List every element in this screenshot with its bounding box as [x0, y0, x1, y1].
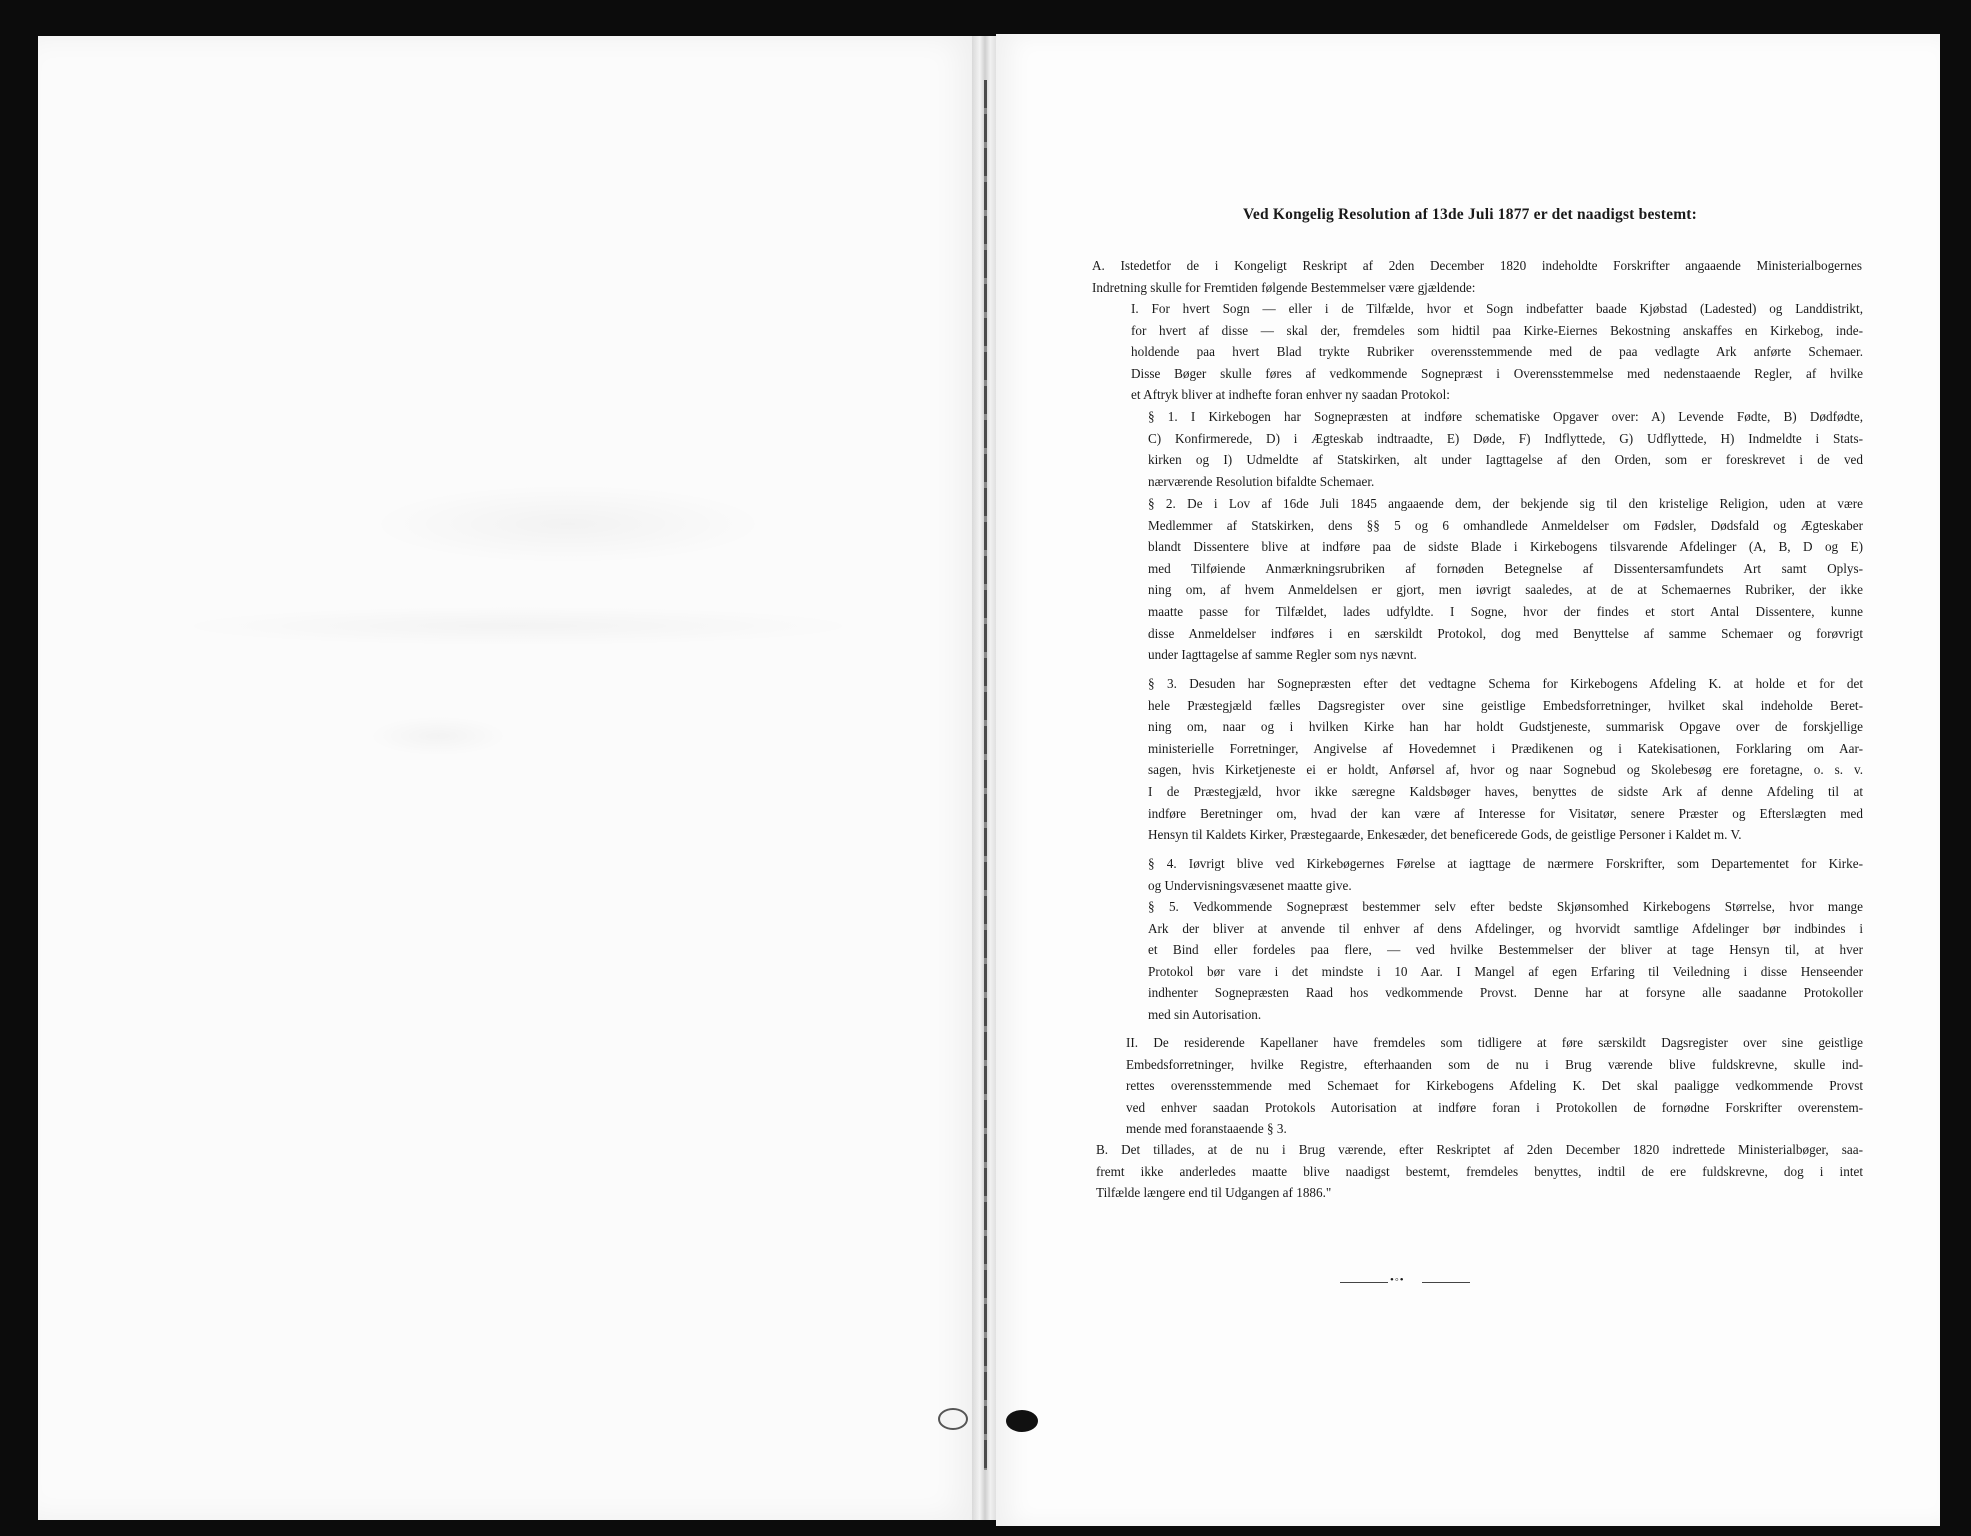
text-line: C) Konfirmerede, D) i Ægteskab indtraadte, E) Døde, F) Indflyttede, G) Udflyttede, H) Indmeldte i Stats-	[1148, 430, 1863, 446]
bleed-through-title	[368, 484, 768, 564]
left-page-blank	[38, 36, 978, 1520]
text-line: for hvert af disse — skal der, fremdeles som hidtil paa Kirke-Eiernes Bekostning anskaffes en Kirkebog, inde-	[1131, 322, 1863, 338]
text-line: Tilfælde længere end til Udgangen af 1886."	[1096, 1185, 1332, 1201]
text-line: ved enhver saadan Protokols Autorisation at indføre foran i Protokollen de fornødne Forskrifter overenstem-	[1126, 1099, 1863, 1115]
text-line: Indretning skulle for Fremtiden følgende Bestemmelser være gjældende:	[1092, 279, 1476, 295]
text-line: ministerielle Forretninger, Angivelse af Hovedemnet i Prædikenen og i Katekisationen, Forklaring om Aar-	[1148, 740, 1863, 756]
text-line: § 2. De i Lov af 16de Juli 1845 angaaende dem, der bekjende sig til den kristelige Religion, uden at være	[1148, 496, 1863, 511]
text-line: ning om, af hvem Anmeldelsen er gjort, men iøvrigt saaledes, at de at Schemaernes Rubriker, der ikke	[1148, 582, 1863, 598]
text-line: sagen, hvis Kirketjeneste ei er holdt, Anførsel af, hvor og naar Sognebud og Skolebesøg ere foretagne, o. s. v.	[1148, 762, 1863, 778]
text-line: I de Præstegjæld, hvor ikke særegne Kaldsbøger haves, benyttes de sidste Ark af denne Afdeling til at	[1148, 784, 1863, 799]
text-line: § 5. Vedkommende Sognepræst bestemmer selv efter bedste Skjønsomhed Kirkebogens Størrelse, hvor mange	[1148, 899, 1863, 914]
bleed-through-line	[368, 716, 508, 756]
bleed-through-line	[168, 606, 868, 646]
text-line: kirken og I) Udmeldte af Statskirken, alt under Iagttagelse af den Orden, som er foreskrevet i de ved	[1148, 452, 1863, 468]
text-line: med Tilføiende Anmærkningsrubriken af fornøden Betegnelse af Dissentersamfundets Art samt Oplys-	[1148, 560, 1863, 576]
text-line: disse Anmeldelser indføres i en særskildt Protokol, dog med Benyttelse af samme Schemaer og forøvrigt	[1148, 625, 1863, 641]
text-line: et Bind eller fordeles paa flere, — ved hvilke Bestemmelser der bliver at tage Hensyn til, at hver	[1148, 942, 1863, 958]
text-line: under Iagttagelse af samme Regler som nys nævnt.	[1148, 647, 1417, 663]
ornament-divider	[1340, 1274, 1470, 1286]
ornament-rule-right	[1422, 1282, 1470, 1283]
text-line: blandt Dissentere blive at indføre paa de sidste Blade i Kirkebogens tilsvarende Afdelinger (A, B, D og E)	[1148, 539, 1863, 555]
text-line: II. De residerende Kapellaner have fremdeles som tidligere at føre særskildt Dagsregister over sine geistlige	[1126, 1035, 1863, 1050]
text-line: A. Istedetfor de i Kongeligt Reskript af 2den December 1820 indeholdte Forskrifter angaaende Ministerialbogernes	[1092, 258, 1862, 273]
text-line: Disse Bøger skulle føres af vedkommende Sognepræst i Overensstemmelse med nedenstaaende Regler, af hvilke	[1131, 365, 1863, 381]
resolution-heading: Ved Kongelig Resolution af 13de Juli 1877 er det naadigst bestemt:	[1242, 206, 1698, 223]
text-line: nærværende Resolution bifaldte Schemaer.	[1148, 473, 1375, 489]
text-line: mende med foranstaaende § 3.	[1126, 1121, 1287, 1137]
text-line: fremt ikke anderledes maatte blive naadigst bestemt, fremdeles benyttes, indtil de ere fuldskrevne, dog i intet	[1096, 1163, 1863, 1179]
ornament-glyph: •◦•	[1390, 1274, 1405, 1286]
text-line: indføre Beretninger om, hvad der kan være af Interesse for Visitatør, senere Præster og Efterslægten med	[1148, 805, 1863, 821]
text-line: Ark der bliver at anvende til enhver af dens Afdelinger, og hvorvidt samtlige Afdelinger bør indbindes i	[1148, 920, 1863, 936]
text-line: Protokol bør vare i det mindste i 10 Aar. I Mangel af egen Erfaring til Veiledning i disse Henseender	[1148, 963, 1863, 979]
text-line: indhenter Sognepræsten Raad hos vedkommende Provst. Denne har at forsyne alle saadanne Protokoller	[1148, 985, 1863, 1001]
text-line: et Aftryk bliver at indhefte foran enhver ny saadan Protokol:	[1131, 387, 1450, 403]
text-line: Embedsforretninger, hvilke Registre, efterhaanden som de nu i Brug værende blive fuldskrevne, skulle ind-	[1126, 1056, 1863, 1072]
text-line: § 3. Desuden har Sognepræsten efter det vedtagne Schema for Kirkebogens Afdeling K. at holde et for det	[1148, 676, 1863, 691]
text-line: B. Det tillades, at de nu i Brug værende, efter Reskriptet af 2den December 1820 indrettede Ministerialbøger, saa-	[1096, 1142, 1863, 1157]
ornament-rule-left	[1340, 1282, 1388, 1283]
text-line: hele Præstegjæld fælles Dagsregister over sine geistlige Embedsforretninger, hvilket skal indeholde Beret-	[1148, 697, 1863, 713]
text-line: § 4. Iøvrigt blive ved Kirkebøgernes Førelse at iagttage de nærmere Forskrifter, som Departementet for Kirke-	[1148, 856, 1863, 871]
text-line: I. For hvert Sogn — eller i de Tilfælde, hvor et Sogn indbefatter baade Kjøbstad (Ladested) og Landdistrikt,	[1131, 301, 1863, 316]
text-line: Hensyn til Kaldets Kirker, Præstegaarde, Enkesæder, det beneficerede Gods, de geistlige Personer i Kaldet m. V.	[1148, 827, 1742, 843]
text-line: rettes overensstemmende med Schemaet for Kirkebogens Afdeling K. Det skal paaligge vedkommende Provst	[1126, 1078, 1863, 1094]
text-line: holdende paa hvert Blad trykte Rubriker overensstemmende med de paa vedlagte Ark anførte Schemaer.	[1131, 344, 1863, 360]
binding-hole-open	[938, 1408, 968, 1430]
binding-thread	[984, 80, 987, 1470]
text-line: § 1. I Kirkebogen har Sognepræsten at indføre schematiske Opgaver over: A) Levende Fødte, B) Dødfødte,	[1148, 409, 1863, 424]
text-line: Medlemmer af Statskirken, dens §§ 5 og 6 omhandlede Anmeldelser om Fødsler, Dødsfald og Ægteskaber	[1148, 517, 1863, 533]
text-line: og Undervisningsvæsenet maatte give.	[1148, 877, 1352, 893]
text-line: med sin Autorisation.	[1148, 1007, 1262, 1022]
text-line: maatte passe for Tilfældet, lades udfyldte. I Sogne, hvor der findes et stort Antal Dissentere, kunne	[1148, 604, 1863, 619]
binding-hole-filled	[1006, 1410, 1038, 1432]
text-line: ning om, naar og i hvilken Kirke han har holdt Gudstjeneste, summarisk Opgave over de forskjellige	[1148, 719, 1863, 735]
